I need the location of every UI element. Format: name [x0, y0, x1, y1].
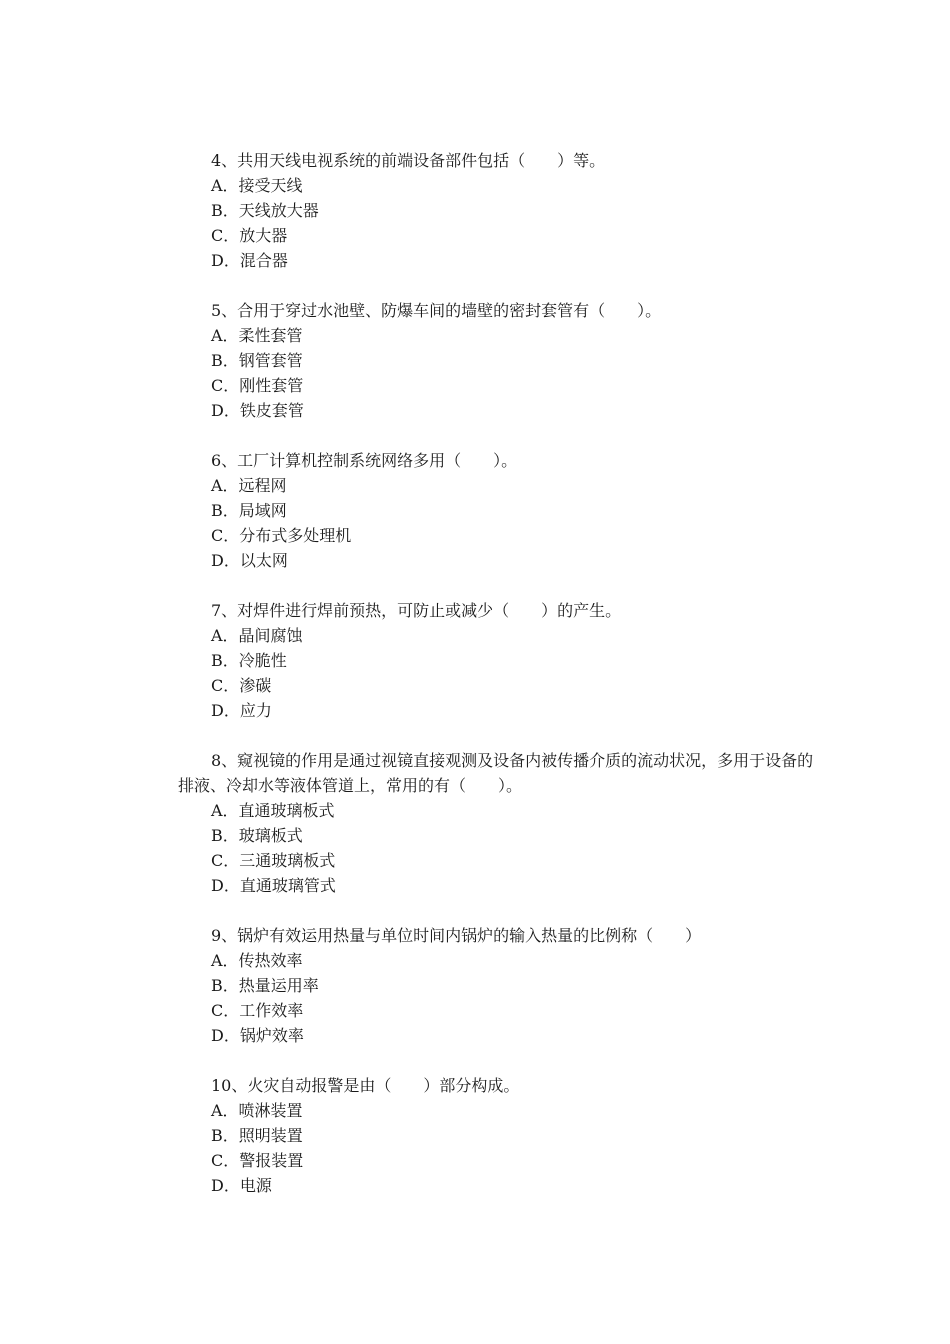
question-stem: 6、工厂计算机控制系统网络多用（ ）。 [211, 451, 518, 470]
question-stem: 9、锅炉有效运用热量与单位时间内锅炉的输入热量的比例称（ ） [211, 926, 702, 945]
option-list [178, 1098, 818, 1198]
option-b: B．照明装置 [211, 1126, 303, 1145]
option-list [178, 473, 818, 573]
option-b: B．热量运用率 [211, 976, 319, 995]
option-b: B．局域网 [211, 501, 287, 520]
option-c: C．放大器 [211, 226, 288, 245]
option-a: A．传热效率 [211, 951, 303, 970]
option-d: D．电源 [211, 1176, 272, 1195]
option-c: C．分布式多处理机 [211, 526, 352, 545]
question-7 [178, 598, 818, 723]
option-c: C．警报装置 [211, 1151, 304, 1170]
option-c: C．工作效率 [211, 1001, 304, 1020]
question-stem: 7、对焊件进行焊前预热，可防止或减少（ ）的产生。 [211, 601, 622, 620]
option-d: D．铁皮套管 [211, 401, 304, 420]
question-stem: 4、共用天线电视系统的前端设备部件包括（ ）等。 [211, 151, 606, 170]
option-a: A．接受天线 [211, 176, 303, 195]
question-9 [178, 923, 818, 1048]
option-list [178, 623, 818, 723]
question-list [178, 148, 818, 1223]
question-10 [178, 1073, 818, 1198]
option-b: B．玻璃板式 [211, 826, 303, 845]
option-list [178, 323, 818, 423]
option-b: B．钢管套管 [211, 351, 303, 370]
question-4 [178, 148, 818, 273]
option-a: A．直通玻璃板式 [211, 801, 335, 820]
option-c: C．渗碳 [211, 676, 272, 695]
option-list [178, 948, 818, 1048]
question-stem: 8、窥视镜的作用是通过视镜直接观测及设备内被传播介质的流动状况，多用于设备的排液、冷却水等液体管道上，常用的有（ ）。 [178, 751, 814, 795]
option-b: B．天线放大器 [211, 201, 319, 220]
option-d: D．锅炉效率 [211, 1026, 304, 1045]
option-list [178, 173, 818, 273]
question-8 [178, 748, 818, 898]
option-a: A．远程网 [211, 476, 287, 495]
question-stem: 5、合用于穿过水池壁、防爆车间的墙壁的密封套管有（ ）。 [211, 301, 662, 320]
option-d: D．混合器 [211, 251, 288, 270]
option-c: C．刚性套管 [211, 376, 304, 395]
question-5 [178, 298, 818, 423]
option-d: D．应力 [211, 701, 272, 720]
option-d: D．以太网 [211, 551, 288, 570]
option-d: D．直通玻璃管式 [211, 876, 336, 895]
question-6 [178, 448, 818, 573]
option-c: C．三通玻璃板式 [211, 851, 336, 870]
option-b: B．冷脆性 [211, 651, 287, 670]
option-a: A．柔性套管 [211, 326, 303, 345]
option-a: A．喷淋装置 [211, 1101, 303, 1120]
option-list [178, 798, 818, 898]
option-a: A．晶间腐蚀 [211, 626, 303, 645]
question-stem: 10、火灾自动报警是由（ ）部分构成。 [211, 1076, 520, 1095]
